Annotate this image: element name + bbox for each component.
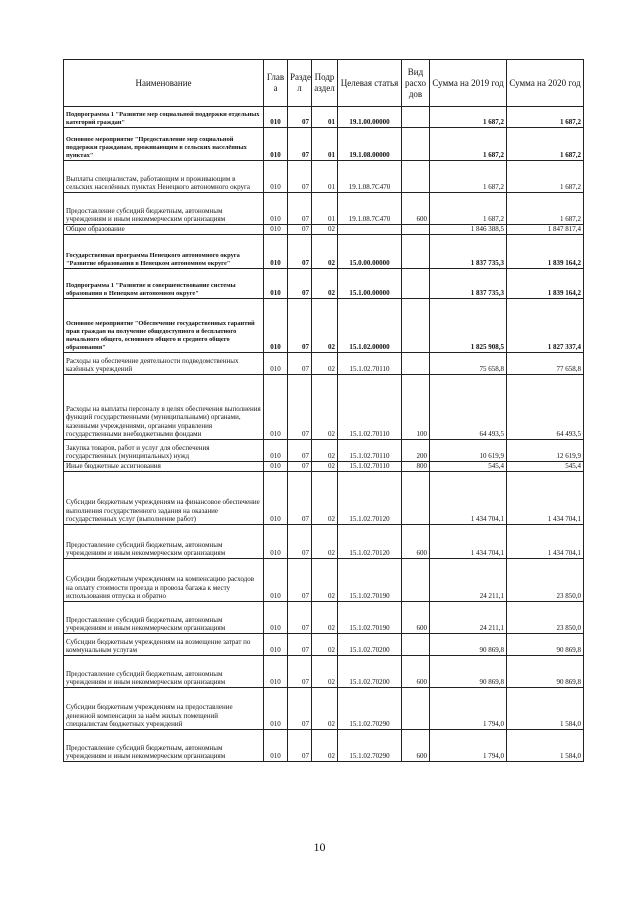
cell-podrazdel: 02	[312, 730, 338, 762]
cell-razdel: 07	[288, 193, 312, 225]
cell-sum2020: 1 687,2	[507, 128, 584, 161]
cell-vid: 200	[402, 440, 430, 462]
cell-razdel: 07	[288, 299, 312, 353]
cell-glava: 010	[264, 225, 288, 235]
cell-sum2020: 545,4	[507, 462, 584, 472]
cell-sum2019: 1 687,2	[430, 107, 507, 128]
cell-name: Предоставление субсидий бюджетным, автономным учреждениям и иным некоммерческим организациям	[64, 656, 264, 688]
cell-celevaya: 19.1.00.00000	[338, 107, 402, 128]
table-row	[64, 634, 584, 656]
table-row	[64, 688, 584, 730]
cell-vid: 100	[402, 375, 430, 440]
cell-sum2020: 1 584,0	[507, 730, 584, 762]
table-row	[64, 730, 584, 762]
cell-glava: 010	[264, 375, 288, 440]
cell-glava: 010	[264, 299, 288, 353]
cell-razdel: 07	[288, 525, 312, 559]
cell-vid	[402, 299, 430, 353]
cell-name: Подпрограмма 1 "Развитие и совершенствование системы образования в Ненецком автономном округе"	[64, 269, 264, 299]
cell-vid: 600	[402, 656, 430, 688]
cell-name: Закупка товаров, работ и услуг для обеспечения государственных (муниципальных) нужд	[64, 440, 264, 462]
cell-sum2019: 64 493,5	[430, 375, 507, 440]
cell-vid	[402, 107, 430, 128]
header-celevaya: Целевая статья	[338, 60, 402, 107]
cell-celevaya: 15.1.02.70110	[338, 440, 402, 462]
cell-vid	[402, 128, 430, 161]
cell-vid	[402, 353, 430, 375]
cell-sum2020: 90 869,8	[507, 634, 584, 656]
cell-celevaya: 15.1.02.70120	[338, 525, 402, 559]
cell-celevaya: 15.1.02.70190	[338, 559, 402, 602]
cell-razdel: 07	[288, 462, 312, 472]
cell-podrazdel: 02	[312, 440, 338, 462]
cell-sum2020: 64 493,5	[507, 375, 584, 440]
cell-name: Субсидии бюджетным учреждениям на возмещение затрат по коммунальным услугам	[64, 634, 264, 656]
cell-vid	[402, 161, 430, 193]
cell-sum2019: 1 825 908,5	[430, 299, 507, 353]
table-row	[64, 602, 584, 634]
cell-sum2019: 24 211,1	[430, 602, 507, 634]
cell-celevaya: 19.1.08.7С470	[338, 193, 402, 225]
cell-name: Расходы на выплаты персоналу в целях обеспечения выполнения функций государственными (муниципальными) органами, казенными учреждениями, органами управления государственными внебюджетными фондами	[64, 375, 264, 440]
cell-glava: 010	[264, 462, 288, 472]
cell-podrazdel: 02	[312, 225, 338, 235]
cell-glava: 010	[264, 269, 288, 299]
cell-glava: 010	[264, 128, 288, 161]
cell-glava: 010	[264, 161, 288, 193]
cell-name: Иные бюджетные ассигнования	[64, 462, 264, 472]
cell-vid: 600	[402, 193, 430, 225]
cell-glava: 010	[264, 730, 288, 762]
cell-razdel: 07	[288, 730, 312, 762]
cell-podrazdel: 02	[312, 634, 338, 656]
table-row	[64, 656, 584, 688]
cell-podrazdel: 01	[312, 193, 338, 225]
cell-sum2019: 24 211,1	[430, 559, 507, 602]
cell-razdel: 07	[288, 375, 312, 440]
cell-razdel: 07	[288, 634, 312, 656]
cell-glava: 010	[264, 525, 288, 559]
cell-sum2020: 1 687,2	[507, 193, 584, 225]
cell-celevaya: 19.1.08.7С470	[338, 161, 402, 193]
cell-podrazdel: 02	[312, 269, 338, 299]
cell-sum2019: 90 869,8	[430, 634, 507, 656]
header-sum2020: Сумма на 2020 год	[507, 60, 584, 107]
cell-sum2020: 1 839 164,2	[507, 269, 584, 299]
cell-sum2020: 23 850,0	[507, 559, 584, 602]
cell-sum2019: 1 687,2	[430, 193, 507, 225]
cell-razdel: 07	[288, 440, 312, 462]
cell-podrazdel: 02	[312, 472, 338, 525]
table-row	[64, 559, 584, 602]
cell-celevaya: 15.1.02.70190	[338, 602, 402, 634]
table-row	[64, 375, 584, 440]
cell-podrazdel: 02	[312, 602, 338, 634]
cell-podrazdel: 02	[312, 525, 338, 559]
cell-name: Основное мероприятие "Предоставление мер социальной поддержки гражданам, проживающим в сельских населённых пунктах"	[64, 128, 264, 161]
cell-podrazdel: 02	[312, 353, 338, 375]
cell-sum2019: 75 658,8	[430, 353, 507, 375]
cell-celevaya: 15.1.02.70110	[338, 353, 402, 375]
cell-glava: 010	[264, 235, 288, 269]
cell-vid	[402, 472, 430, 525]
cell-sum2019: 1 837 735,3	[430, 235, 507, 269]
cell-razdel: 07	[288, 107, 312, 128]
cell-glava: 010	[264, 634, 288, 656]
cell-vid: 600	[402, 730, 430, 762]
header-vid: Вид расхо дов	[402, 60, 430, 107]
cell-sum2020: 77 658,8	[507, 353, 584, 375]
cell-sum2019: 1 687,2	[430, 128, 507, 161]
cell-sum2020: 23 850,0	[507, 602, 584, 634]
cell-sum2020: 90 869,8	[507, 656, 584, 688]
cell-razdel: 07	[288, 472, 312, 525]
cell-celevaya: 15.1.02.00000	[338, 299, 402, 353]
page-number: 10	[313, 840, 326, 854]
table-row	[64, 472, 584, 525]
cell-podrazdel: 01	[312, 107, 338, 128]
cell-name: Предоставление субсидий бюджетным, автономным учреждениям и иным некоммерческим организациям	[64, 730, 264, 762]
cell-razdel: 07	[288, 235, 312, 269]
cell-sum2019: 90 869,8	[430, 656, 507, 688]
cell-vid	[402, 235, 430, 269]
cell-name: Предоставление субсидий бюджетным, автономным учреждениям и иным некоммерческим организациям	[64, 193, 264, 225]
header-glava: Глав а	[264, 60, 288, 107]
cell-glava: 010	[264, 602, 288, 634]
cell-razdel: 07	[288, 656, 312, 688]
table-row	[64, 462, 584, 472]
header-podrazdel: Подр аздел	[312, 60, 338, 107]
table-body	[64, 107, 584, 762]
table-row	[64, 299, 584, 353]
cell-celevaya	[338, 225, 402, 235]
cell-sum2020: 1 434 704,1	[507, 525, 584, 559]
cell-razdel: 07	[288, 269, 312, 299]
cell-name: Субсидии бюджетным учреждениям на финансовое обеспечение выполнения государственного задания на оказание государственных услуг (выполнение работ)	[64, 472, 264, 525]
cell-celevaya: 15.1.02.70200	[338, 656, 402, 688]
cell-razdel: 07	[288, 688, 312, 730]
cell-sum2020: 1 434 704,1	[507, 472, 584, 525]
table-row	[64, 440, 584, 462]
table-row	[64, 128, 584, 161]
table-row	[64, 161, 584, 193]
table-row	[64, 525, 584, 559]
table-row	[64, 269, 584, 299]
table-row	[64, 353, 584, 375]
cell-sum2019: 545,4	[430, 462, 507, 472]
cell-glava: 010	[264, 472, 288, 525]
cell-sum2019: 1 434 704,1	[430, 472, 507, 525]
cell-vid: 800	[402, 462, 430, 472]
cell-glava: 010	[264, 107, 288, 128]
cell-sum2020: 1 839 164,2	[507, 235, 584, 269]
cell-podrazdel: 02	[312, 656, 338, 688]
cell-celevaya: 15.1.02.70290	[338, 688, 402, 730]
cell-name: Выплаты специалистам, работающим и проживающим в сельских населённых пунктах Ненецкого автономного округа	[64, 161, 264, 193]
cell-podrazdel: 02	[312, 299, 338, 353]
cell-name: Общее образование	[64, 225, 264, 235]
table-header-row	[64, 60, 584, 107]
table-row	[64, 225, 584, 235]
header-sum2019: Сумма на 2019 год	[430, 60, 507, 107]
table-row	[64, 193, 584, 225]
cell-podrazdel: 02	[312, 375, 338, 440]
cell-name: Предоставление субсидий бюджетным, автономным учреждениям и иным некоммерческим организациям	[64, 602, 264, 634]
cell-vid	[402, 269, 430, 299]
cell-razdel: 07	[288, 353, 312, 375]
cell-sum2019: 1 837 735,3	[430, 269, 507, 299]
cell-glava: 010	[264, 656, 288, 688]
cell-name: Подпрограмма 1 "Развитие мер социальной поддержки отдельных категорий граждан"	[64, 107, 264, 128]
cell-sum2020: 1 827 337,4	[507, 299, 584, 353]
cell-vid	[402, 688, 430, 730]
cell-vid: 600	[402, 602, 430, 634]
cell-razdel: 07	[288, 559, 312, 602]
cell-name: Основное мероприятие "Обеспечение государственных гарантий прав граждан на получение общедоступного и бесплатного начального общего, основного общего и среднего общего образования"	[64, 299, 264, 353]
cell-name: Субсидии бюджетным учреждениям на предоставление денежной компенсации за наём жилых помещений специалистам бюджетных учреждений	[64, 688, 264, 730]
cell-vid	[402, 634, 430, 656]
cell-celevaya: 19.1.08.00000	[338, 128, 402, 161]
cell-podrazdel: 02	[312, 559, 338, 602]
cell-sum2019: 1 846 388,5	[430, 225, 507, 235]
cell-sum2020: 1 687,2	[507, 107, 584, 128]
table-row	[64, 235, 584, 269]
cell-vid	[402, 225, 430, 235]
cell-celevaya: 15.1.02.70120	[338, 472, 402, 525]
budget-table	[63, 59, 584, 762]
cell-glava: 010	[264, 559, 288, 602]
cell-name: Субсидии бюджетным учреждениям на компенсацию расходов на оплату стоимости проезда и провоза багажа к месту использования отпуска и обратно	[64, 559, 264, 602]
cell-sum2020: 1 687,2	[507, 161, 584, 193]
cell-celevaya: 15.1.02.70110	[338, 375, 402, 440]
cell-podrazdel: 02	[312, 462, 338, 472]
cell-name: Государственная программа Ненецкого автономного округа "Развитие образования в Ненецком автономном округе"	[64, 235, 264, 269]
cell-vid	[402, 559, 430, 602]
cell-vid: 600	[402, 525, 430, 559]
cell-glava: 010	[264, 353, 288, 375]
cell-name: Предоставление субсидий бюджетным, автономным учреждениям и иным некоммерческим организациям	[64, 525, 264, 559]
cell-celevaya: 15.1.02.70290	[338, 730, 402, 762]
cell-sum2019: 1 687,2	[430, 161, 507, 193]
cell-razdel: 07	[288, 128, 312, 161]
cell-sum2020: 1 584,0	[507, 688, 584, 730]
cell-name: Расходы на обеспечение деятельности подведомственных казённых учреждений	[64, 353, 264, 375]
cell-celevaya: 15.1.00.00000	[338, 269, 402, 299]
header-name: Наименование	[64, 60, 264, 107]
cell-razdel: 07	[288, 602, 312, 634]
cell-celevaya: 15.1.02.70200	[338, 634, 402, 656]
cell-razdel: 07	[288, 161, 312, 193]
cell-sum2019: 1 794,0	[430, 730, 507, 762]
cell-glava: 010	[264, 193, 288, 225]
table-row	[64, 107, 584, 128]
cell-podrazdel: 02	[312, 688, 338, 730]
cell-sum2020: 1 847 817,4	[507, 225, 584, 235]
cell-sum2019: 10 619,9	[430, 440, 507, 462]
cell-podrazdel: 02	[312, 235, 338, 269]
cell-celevaya: 15.0.00.00000	[338, 235, 402, 269]
cell-podrazdel: 01	[312, 128, 338, 161]
cell-razdel: 07	[288, 225, 312, 235]
cell-glava: 010	[264, 688, 288, 730]
cell-celevaya: 15.1.02.70110	[338, 462, 402, 472]
cell-sum2020: 12 619,9	[507, 440, 584, 462]
header-razdel: Разде л	[288, 60, 312, 107]
cell-sum2019: 1 434 704,1	[430, 525, 507, 559]
cell-podrazdel: 01	[312, 161, 338, 193]
cell-sum2019: 1 794,0	[430, 688, 507, 730]
cell-glava: 010	[264, 440, 288, 462]
